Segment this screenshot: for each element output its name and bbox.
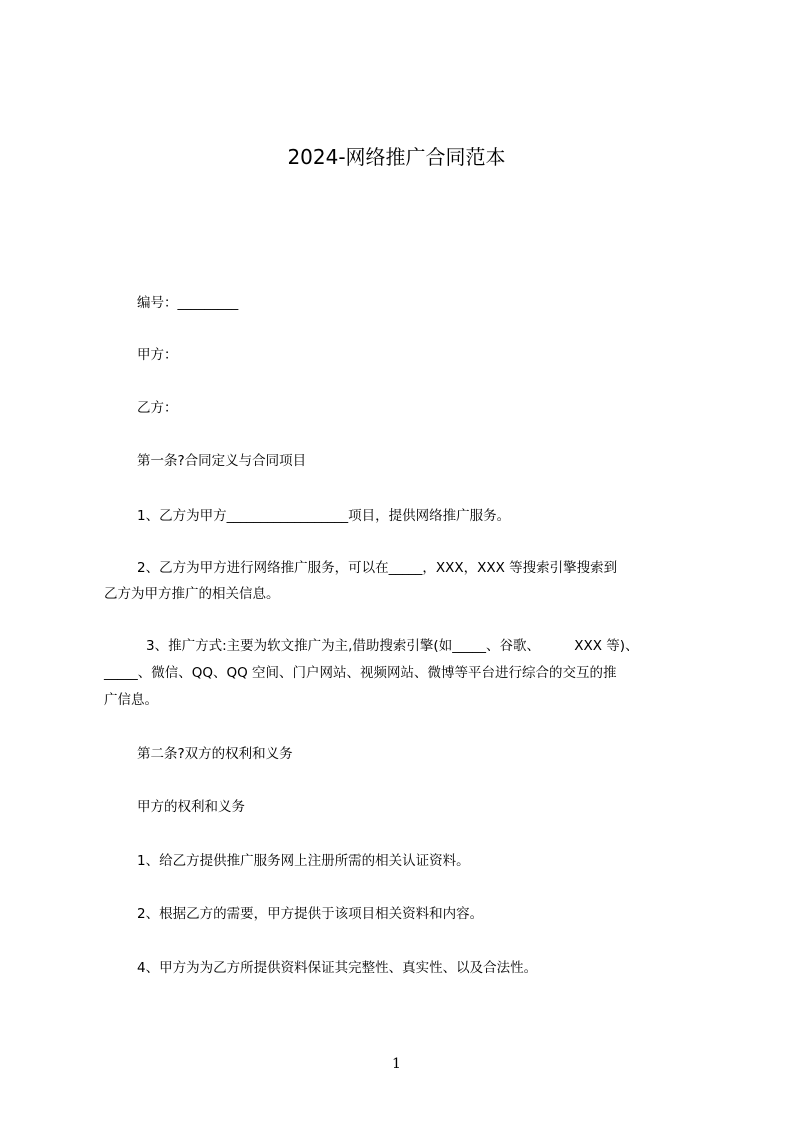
contract-number-line: 编号：_________ <box>137 295 239 311</box>
party-a-line: 甲方： <box>137 347 178 363</box>
page-number: 1 <box>392 1056 401 1072</box>
article-1-item-2-line-1: 2、乙方为甲方进行网络推广服务，可以在_____，XXX，XXX 等搜索引擎搜索到 <box>137 560 618 576</box>
party-b-line: 乙方： <box>137 400 178 416</box>
article-1-item-1: 1、乙方为甲方__________________项目，提供网络推广服务。 <box>137 508 511 524</box>
party-a-rights-heading: 甲方的权利和义务 <box>137 799 245 815</box>
article-1-item-3-line-3: 广信息。 <box>104 692 158 708</box>
party-a-item-1: 1、给乙方提供推广服务网上注册所需的相关认证资料。 <box>137 853 470 869</box>
document-title: 2024-网络推广合同范本 <box>287 145 506 169</box>
article-1-item-2-line-2: 乙方为甲方推广的相关信息。 <box>104 586 280 602</box>
article-1-item-3-line-2: _____、微信、QQ、QQ 空间、门户网站、视频网站、微博等平台进行综合的交互的推 <box>104 665 617 681</box>
article-2-heading: 第二条?双方的权利和义务 <box>137 746 293 762</box>
party-a-item-4: 4、甲方为为乙方所提供资料保证其完整性、真实性、以及合法性。 <box>137 960 538 976</box>
article-1-item-3-line-1: 3、推广方式:主要为软文推广为主,借助搜索引擎(如_____、谷歌、 XXX 等)、 <box>146 638 639 654</box>
article-1-heading: 第一条?合同定义与合同项目 <box>137 453 307 469</box>
party-a-item-2: 2、根据乙方的需要，甲方提供于该项目相关资料和内容。 <box>137 906 484 922</box>
